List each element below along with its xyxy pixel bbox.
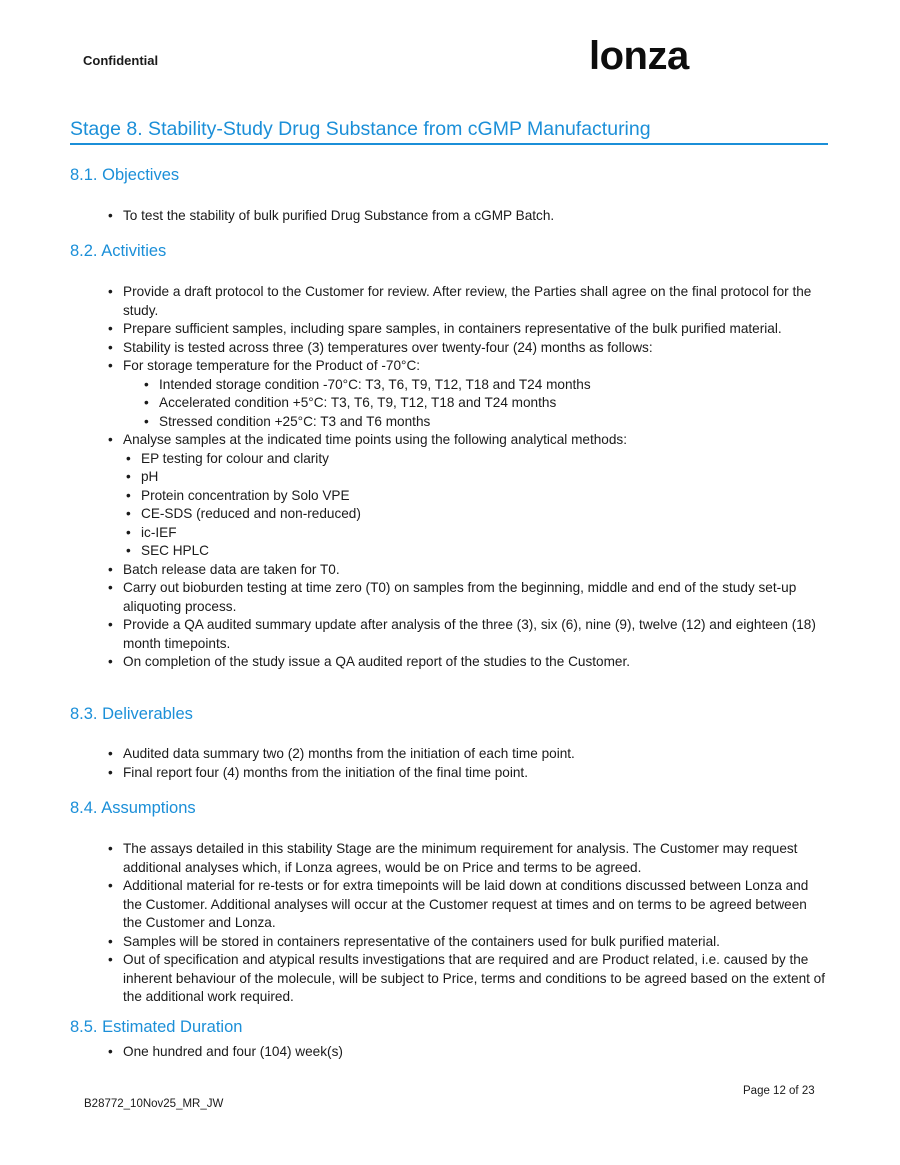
list-item: • Audited data summary two (2) months from the initiation of each time point. [123,745,828,764]
storage-temp-text: For storage temperature for the Product of -70°C: [123,358,421,373]
lonza-logo: lonza [589,34,689,78]
analyse-samples-text: Analyse samples at the indicated time points using the following analytical methods: [123,432,628,447]
confidential-label: Confidential [83,53,159,68]
list-item: • Batch release data are taken for T0. [123,561,828,580]
list-item: • Accelerated condition +5°C: T3, T6, T9, T12, T18 and T24 months [159,394,828,413]
list-item: • Intended storage condition -70°C: T3, T6, T9, T12, T18 and T24 months [159,376,828,395]
objectives-list [123,207,828,226]
list-item: • On completion of the study issue a QA audited report of the studies to the Customer. [123,653,828,672]
list-item: • One hundred and four (104) week(s) [123,1043,828,1062]
list-item: • The assays detailed in this stability Stage are the minimum requirement for analysis. The Customer may request additional analyses which, if Lonza agrees, would be on Price and terms to be agreed. [123,840,828,877]
list-item: • Stressed condition +25°C: T3 and T6 months [159,413,828,432]
assumptions-list [123,840,828,1007]
list-item: • Stability is tested across three (3) temperatures over twenty-four (24) months as follows: [123,339,828,358]
deliverables-heading: 8.3. Deliverables [70,705,193,723]
list-item: • To test the stability of bulk purified Drug Substance from a cGMP Batch. [123,207,828,226]
list-item: • SEC HPLC [141,542,828,561]
list-item: • Additional material for re-tests or for extra timepoints will be laid down at conditions discussed between Lonza and the Customer. Additional analyses will occur at the Customer request at times and on terms to be agreed between the Customer and Lonza. [123,877,828,933]
activities-heading: 8.2. Activities [70,242,167,260]
list-item [123,357,828,431]
objectives-heading: 8.1. Objectives [70,166,180,184]
deliverables-list [123,745,828,782]
list-item: • Out of specification and atypical results investigations that are required and are Product related, i.e. caused by the inherent behaviour of the molecule, will be subject to Price, terms and conditions to be agreed based on the extent of the additional work required. [123,951,828,1007]
list-item: • Provide a QA audited summary update after analysis of the three (3), six (6), nine (9), twelve (12) and eighteen (18) month timepoints. [123,616,828,653]
duration-heading: 8.5. Estimated Duration [70,1018,243,1036]
list-item: • Protein concentration by Solo VPE [141,487,828,506]
list-item: • Provide a draft protocol to the Customer for review. After review, the Parties shall agree on the final protocol for the study. [123,283,828,320]
stage-title: Stage 8. Stability-Study Drug Substance from cGMP Manufacturing [70,118,828,145]
list-item: • Prepare sufficient samples, including spare samples, in containers representative of the bulk purified material. [123,320,828,339]
list-item: • Carry out bioburden testing at time zero (T0) on samples from the beginning, middle and end of the study set-up aliquoting process. [123,579,828,616]
page-number: Page 12 of 23 [743,1085,815,1097]
duration-list [123,1043,828,1062]
list-item: • EP testing for colour and clarity [141,450,828,469]
list-item: • ic-IEF [141,524,828,543]
list-item [123,431,828,561]
list-item: • pH [141,468,828,487]
activities-list [123,283,828,672]
methods-list [123,450,828,561]
storage-conditions-list [123,376,828,432]
document-reference: B28772_10Nov25_MR_JW [84,1098,224,1110]
list-item: • Samples will be stored in containers representative of the containers used for bulk purified material. [123,933,828,952]
list-item: • CE-SDS (reduced and non-reduced) [141,505,828,524]
assumptions-heading: 8.4. Assumptions [70,799,196,817]
list-item: • Final report four (4) months from the initiation of the final time point. [123,764,828,783]
